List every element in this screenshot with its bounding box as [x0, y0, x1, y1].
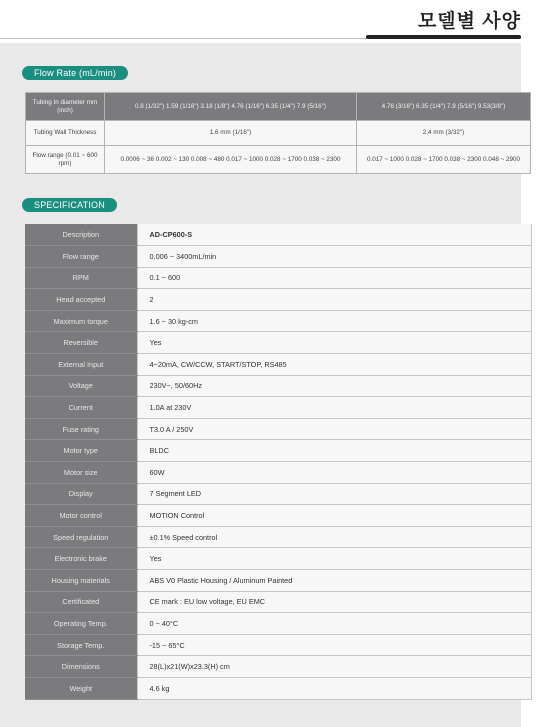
spec-row — [25, 267, 532, 289]
flow-row-header: Tubing In diameter mm (inch) — [26, 93, 105, 121]
spec-key: External Input — [25, 354, 137, 376]
spec-value: 28(L)x21(W)x23.3(H) cm — [137, 656, 532, 678]
spec-value: 0 ~ 40°C — [137, 613, 532, 635]
flow-row-header: Tubing Wall Thickness — [26, 121, 105, 146]
spec-value: -15 ~ 65°C — [137, 634, 532, 656]
spec-row — [25, 656, 532, 678]
spec-key: Electronic brake — [25, 548, 137, 570]
spec-value: BLDC — [137, 440, 532, 462]
spec-value: 4~20mA, CW/CCW, START/STOP, RS485 — [137, 354, 532, 376]
spec-value: ABS V0 Plastic Housing / Aluminum Painted — [137, 570, 532, 592]
spec-row — [25, 332, 532, 354]
spec-row — [25, 246, 532, 268]
spec-key: Fuse rating — [25, 418, 137, 440]
spec-value: 4.6 kg — [137, 677, 532, 699]
flow-rate-section-label: Flow Rate (mL/min) — [22, 66, 128, 80]
spec-key: Motor control — [25, 505, 137, 527]
spec-row — [25, 548, 532, 570]
spec-key: Operating Temp. — [25, 613, 137, 635]
spec-value: MOTION Control — [137, 505, 532, 527]
spec-key: Display — [25, 483, 137, 505]
flow-rate-table — [25, 92, 531, 174]
spec-key: Storage Temp. — [25, 634, 137, 656]
spec-key: Flow range — [25, 246, 137, 268]
spec-row — [25, 462, 532, 484]
flow-cell: 2.4 mm (3/32") — [357, 121, 531, 146]
spec-key: Reversible — [25, 332, 137, 354]
spec-row — [25, 570, 532, 592]
flow-cell: 0.017 ~ 1000 0.028 ~ 1700 0.038 ~ 2300 0.048 ~ 2900 — [357, 146, 531, 174]
flow-cell: 0.0006 ~ 36 0.002 ~ 130 0.008 ~ 480 0.017 ~ 1000 0.028 ~ 1700 0.038 ~ 2300 — [105, 146, 357, 174]
spec-key: Description — [25, 224, 137, 246]
spec-key: Motor size — [25, 462, 137, 484]
spec-value: 7 Segment LED — [137, 483, 532, 505]
spec-key: Maximum torque — [25, 310, 137, 332]
spec-row — [25, 505, 532, 527]
spec-row — [25, 354, 532, 376]
spec-row — [25, 634, 532, 656]
flow-row-flow-range — [26, 146, 531, 174]
spec-value: ±0.1% Speed control — [137, 526, 532, 548]
spec-key: Weight — [25, 677, 137, 699]
spec-value: 0.1 ~ 600 — [137, 267, 532, 289]
title-underline-accent — [366, 35, 521, 39]
spec-value: 0.006 ~ 3400mL/min — [137, 246, 532, 268]
page-title: 모델별 사양 — [417, 11, 521, 32]
spec-key: RPM — [25, 267, 137, 289]
spec-key: Voltage — [25, 375, 137, 397]
spec-row — [25, 397, 532, 419]
spec-row — [25, 613, 532, 635]
spec-value: 1.0A at 230V — [137, 397, 532, 419]
flow-cell: 1.6 mm (1/16") — [105, 121, 357, 146]
specification-table — [25, 224, 532, 700]
specification-section-label: SPECIFICATION — [22, 198, 117, 212]
spec-key: Current — [25, 397, 137, 419]
spec-value: Yes — [137, 332, 532, 354]
flow-row-wall-thickness — [26, 121, 531, 146]
spec-value: T3.0 A / 250V — [137, 418, 532, 440]
spec-key: Speed regulation — [25, 526, 137, 548]
spec-row — [25, 224, 532, 246]
spec-value: 1.6 ~ 30 kg-cm — [137, 310, 532, 332]
spec-value: 230V~, 50/60Hz — [137, 375, 532, 397]
spec-key: Motor type — [25, 440, 137, 462]
spec-key: Housing materials — [25, 570, 137, 592]
spec-row — [25, 375, 532, 397]
spec-value: Yes — [137, 548, 532, 570]
spec-row — [25, 440, 532, 462]
spec-key: Certificated — [25, 591, 137, 613]
spec-row — [25, 591, 532, 613]
spec-value: 2 — [137, 289, 532, 311]
spec-row — [25, 677, 532, 699]
spec-row — [25, 526, 532, 548]
spec-row — [25, 418, 532, 440]
spec-key: Head accepted — [25, 289, 137, 311]
spec-row — [25, 310, 532, 332]
spec-value: AD-CP600-S — [137, 224, 532, 246]
spec-key: Dimensions — [25, 656, 137, 678]
spec-value: 60W — [137, 462, 532, 484]
flow-row-header: Flow range (0.01 ~ 600 rpm) — [26, 146, 105, 174]
flow-row-tubing-diameter — [26, 93, 531, 121]
flow-cell: 0.8 (1/32") 1.59 (1/16") 3.18 (1/8") 4.76 (1/16") 6.35 (1/4") 7.9 (5/16") — [105, 93, 357, 121]
spec-value: CE mark : EU low voltage, EU EMC — [137, 591, 532, 613]
spec-row — [25, 289, 532, 311]
spec-row — [25, 483, 532, 505]
flow-cell: 4.76 (3/16") 6.35 (1/4") 7.9 (5/16") 9.53(3/8") — [357, 93, 531, 121]
